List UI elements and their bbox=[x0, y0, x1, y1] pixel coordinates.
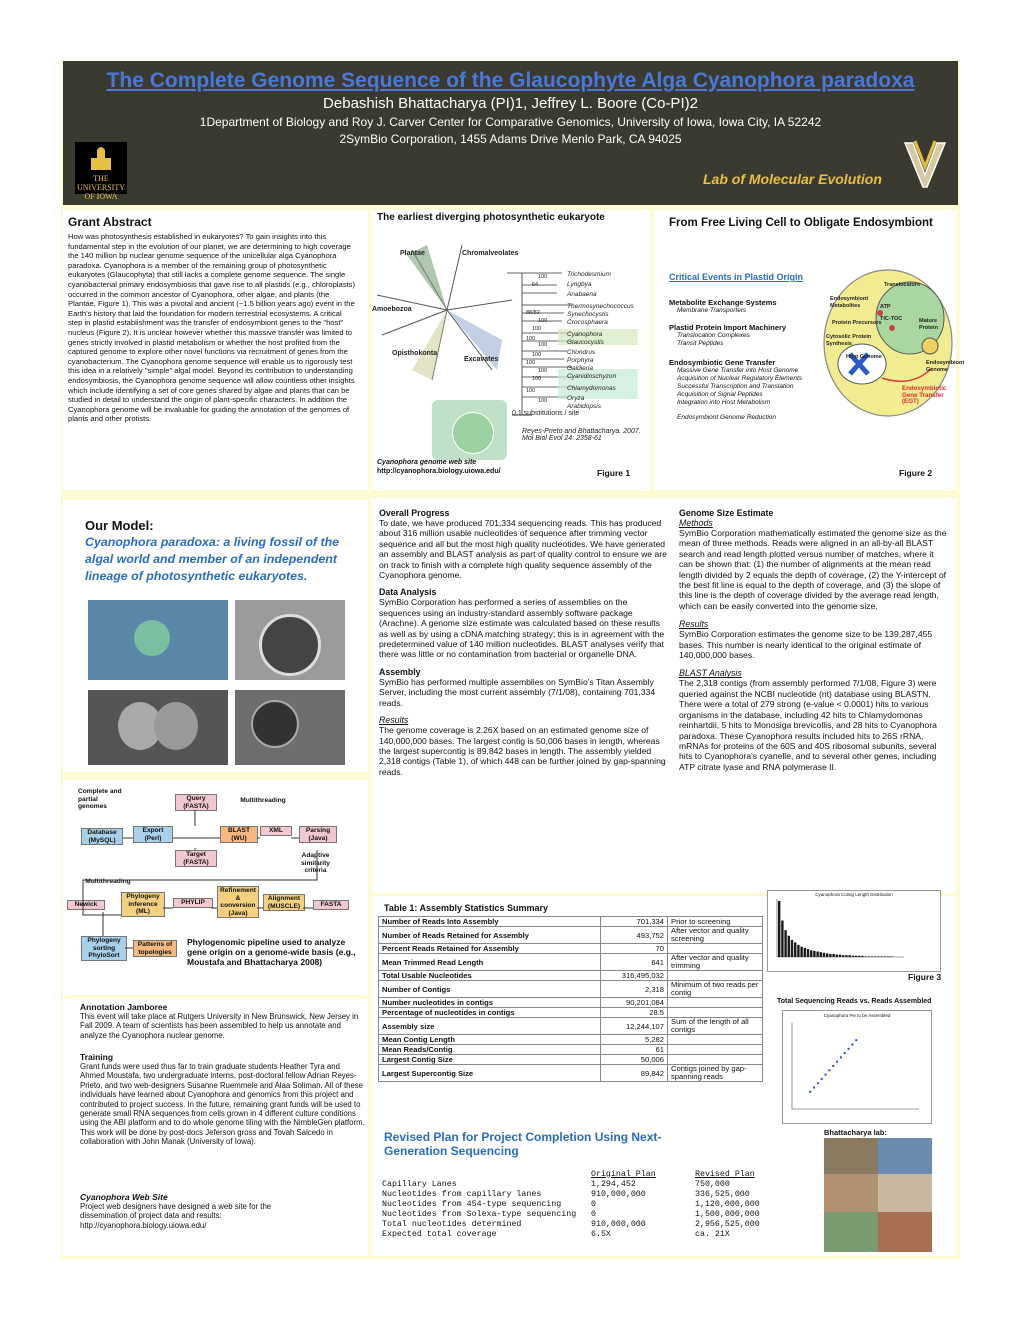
lab-logo-icon bbox=[901, 137, 951, 193]
table-row bbox=[379, 927, 763, 944]
training-title: Training bbox=[80, 1052, 114, 1062]
taxon-label: Galdieria bbox=[567, 365, 594, 372]
stat-label: Percentage of nucleotides in contigs bbox=[379, 1008, 601, 1018]
plan-row bbox=[380, 1209, 762, 1219]
cyanophora-tem-image-1 bbox=[235, 600, 345, 680]
histogram-bar bbox=[858, 956, 860, 957]
figure1-title: The earliest diverging photosynthetic eukaryote bbox=[377, 212, 605, 223]
cell-diagram-label: TIC-TOC bbox=[880, 316, 903, 322]
plan-row bbox=[380, 1199, 762, 1209]
flow-parsing-java: Parsing (Java) bbox=[299, 826, 337, 843]
flow-fasta: FASTA bbox=[313, 900, 349, 910]
stat-note bbox=[668, 998, 763, 1008]
flow-phylosort: Phylogeny sorting PhyloSort bbox=[81, 936, 127, 961]
affiliation-2: 2SymBio Corporation, 1455 Adams Drive Menlo Park, CA 94025 bbox=[339, 132, 682, 146]
taxon-label: Chlamydomonas bbox=[567, 385, 616, 392]
flow-xml: XML bbox=[260, 826, 292, 836]
histogram-bar bbox=[791, 940, 793, 957]
critical-event-heading: Plastid Protein Import Machinery bbox=[669, 323, 787, 332]
poster-header bbox=[63, 61, 958, 205]
histogram-bar bbox=[890, 956, 892, 957]
histogram-bar bbox=[855, 956, 857, 957]
critical-event-heading: Endosymbiotic Gene Transfer bbox=[669, 358, 776, 367]
stat-value: 90,201,084 bbox=[601, 998, 668, 1008]
scatter-title: Cyanophora Pie to be Assembled bbox=[823, 1013, 891, 1018]
scatter-point bbox=[851, 1044, 853, 1046]
overall-progress-text: To date, we have produced 701,334 sequencing reads. This has produced about 316 million usable nucleotides of sequence after trimming vector sequence and all but the most high quality nucleotides. We have generated an assembly and BLAST analysis as part of quality control to ensure we are on track to finish with a complete high quality sequence assembly of the Cyanophora genome. bbox=[379, 518, 667, 581]
scatter-point bbox=[813, 1087, 815, 1089]
histogram-bar bbox=[842, 955, 844, 957]
taxon-label: Thermosynechococcus bbox=[567, 303, 634, 310]
critical-event bbox=[669, 358, 839, 407]
figure3-caption: Figure 3 bbox=[908, 972, 942, 982]
plan-cell: 2,956,525,000 bbox=[695, 1219, 760, 1229]
stat-note bbox=[668, 1055, 763, 1065]
cell-diagram-label: Cytosolic Protein Synthesis bbox=[826, 334, 872, 347]
bootstrap-value: 100 bbox=[538, 342, 548, 348]
annotation-panel bbox=[63, 998, 368, 1256]
poster-title: The Complete Genome Sequence of the Glaucophyte Alga Cyanophora paradoxa bbox=[106, 69, 915, 92]
stat-note bbox=[668, 1035, 763, 1045]
critical-event-detail: Translocation Complexes Transit Peptides bbox=[677, 332, 750, 347]
scatter-axes bbox=[792, 1023, 919, 1109]
figure2-title: From Free Living Cell to Obligate Endosymbiont bbox=[669, 217, 933, 229]
histogram-bar bbox=[816, 952, 818, 957]
data-analysis-title: Data Analysis bbox=[379, 587, 437, 598]
genome-size-column bbox=[679, 508, 949, 772]
stat-label: Largest Contig Size bbox=[379, 1055, 601, 1065]
taxon-label: Anabaena bbox=[567, 291, 597, 298]
plan-cell: 910,000,000 bbox=[591, 1219, 646, 1229]
cyanophora-micrograph-1 bbox=[88, 600, 228, 680]
taxon-label: Chondrus bbox=[567, 349, 596, 356]
revised-plan-table bbox=[380, 1169, 762, 1239]
stat-label: Mean Trimmed Read Length bbox=[379, 954, 601, 971]
histogram-bar bbox=[784, 930, 786, 957]
flow-query-fasta: Query (FASTA) bbox=[175, 794, 217, 811]
table-plan-panel bbox=[372, 892, 956, 1256]
taxon-label: Lyngbya bbox=[567, 281, 592, 288]
taxon-label: Arabidopsis bbox=[567, 403, 601, 410]
results-text: The genome coverage is 2.26X based on an estimated genome size of 140,000,000 bases. The largest contig is 50,006 bases in length, whereas the largest supercontig is 89,842 bases in length. The assembly yielded 2,318 contigs (Table 1), of which 448 can be further joined by gap-spanning reads. bbox=[379, 725, 666, 777]
stat-label: Number of Reads Into Assembly bbox=[379, 917, 601, 927]
stat-value: 70 bbox=[601, 944, 668, 954]
histogram-bar bbox=[884, 956, 886, 957]
plan-cell: Expected total coverage bbox=[382, 1229, 497, 1239]
university-of-iowa-logo bbox=[75, 142, 127, 201]
authors: Debashish Bhattacharya (PI)1, Jeffrey L. Boore (Co-PI)2 bbox=[323, 95, 698, 112]
plan-row bbox=[380, 1179, 762, 1189]
scatter-point bbox=[844, 1052, 846, 1054]
stat-value: 5,282 bbox=[601, 1035, 668, 1045]
model-subtitle: Cyanophora paradoxa: a living fossil of the algal world and member of an independent lineage of photosynthetic eukaryotes. bbox=[85, 535, 340, 583]
flow-adaptive-criteria: Adaptive similarity criteria bbox=[301, 852, 330, 874]
scatter-heading: Total Sequencing Reads vs. Reads Assembled bbox=[777, 998, 932, 1005]
flow-alignment-muscle: Alignment (MUSCLE) bbox=[263, 894, 305, 911]
bootstrap-value: 100 bbox=[526, 336, 536, 342]
stat-label: Largest Supercontig Size bbox=[379, 1065, 601, 1082]
stat-label: Assembly size bbox=[379, 1018, 601, 1035]
histogram-bar bbox=[810, 950, 812, 957]
data-analysis-text: SymBio Corporation has performed a series of assemblies on the sequences using an industry-standard assembly software package (Arachne). A genome size estimate was calculated based on these results as well as by using a cDNA matching strategy; this is in agreement with the predetermined value of 140 million nucleotides. BLAST analyses verify that there was little or no contamination from bacterial or organelle DNA. bbox=[379, 597, 665, 660]
histogram-bar bbox=[836, 955, 838, 957]
assembly-text: SymBio has performed multiple assemblies on SymBio's Titan Assembly Server, including the most current assembly (7/1/08), containing 701,334 reads. bbox=[379, 676, 656, 708]
bootstrap-value: 100 bbox=[538, 274, 548, 280]
stat-value: 641 bbox=[601, 954, 668, 971]
histogram-bar bbox=[804, 948, 806, 957]
plan-title: Revised Plan for Project Completion Using Next-Generation Sequencing bbox=[384, 1130, 662, 1158]
figure2-caption: Figure 2 bbox=[899, 468, 933, 478]
bootstrap-value: 100 bbox=[526, 360, 536, 366]
group-label-plantae: Plantae bbox=[400, 250, 425, 257]
flow-export-perl: Export (Perl) bbox=[133, 826, 173, 843]
flow-target-fasta: Target (FASTA) bbox=[175, 850, 217, 867]
histogram-bar bbox=[797, 945, 799, 957]
table-row bbox=[379, 1065, 763, 1082]
critical-event bbox=[669, 298, 839, 315]
bootstrap-value: 100 bbox=[532, 352, 542, 358]
histogram-bar bbox=[778, 901, 780, 957]
stat-label: Number nucleotides in contigs bbox=[379, 998, 601, 1008]
plan-header-cell: Revised Plan bbox=[695, 1169, 755, 1179]
histogram-bar bbox=[832, 954, 834, 957]
flow-database-mysql: Database (MySQL) bbox=[81, 828, 123, 845]
cell-diagram-label: Endosymbiotic Gene Transfer (EGT) bbox=[902, 385, 947, 405]
assembly-title: Assembly bbox=[379, 666, 421, 677]
plan-cell: 1,294,452 bbox=[591, 1179, 636, 1189]
figure2-subtitle: Critical Events in Plastid Origin bbox=[669, 272, 804, 282]
stat-note bbox=[668, 971, 763, 981]
tree-scale-label: 0.1 substitutions / site bbox=[512, 410, 580, 417]
table-row bbox=[379, 981, 763, 998]
eukaryote-star-tree bbox=[372, 240, 522, 400]
stat-note: Sum of the length of all contigs bbox=[668, 1018, 763, 1035]
scatter-point bbox=[832, 1065, 834, 1067]
table-row bbox=[379, 1035, 763, 1045]
histogram-bar bbox=[839, 955, 841, 957]
scatter-point bbox=[821, 1078, 823, 1080]
abstract-title: Grant Abstract bbox=[68, 215, 152, 229]
figure1-caption: Figure 1 bbox=[597, 468, 631, 478]
stat-note bbox=[668, 1045, 763, 1055]
flow-refinement: Refinement & conversion (Java) bbox=[217, 886, 259, 918]
histogram-title: Cyanophora Contig Length Distribution bbox=[815, 892, 893, 897]
group-label-opisthokonta: Opisthokonta bbox=[392, 350, 438, 357]
stat-value: 50,006 bbox=[601, 1055, 668, 1065]
bootstrap-value: 100 bbox=[532, 326, 542, 332]
stat-note: Contigs joined by gap-spanning reads bbox=[668, 1065, 763, 1082]
critical-event bbox=[669, 414, 839, 422]
cell-diagram-label: Host Genome bbox=[846, 354, 882, 360]
reads-scatter-chart bbox=[782, 1010, 932, 1124]
table-row bbox=[379, 1008, 763, 1018]
model-title: Our Model: bbox=[85, 518, 154, 533]
critical-event-detail: Massive Gene Transfer into Host Genome Acquisition of Nuclear Regulatory Elements Successful Transcription and Translation Acquisition of Signal Peptides Integration into Host Metabolism bbox=[677, 367, 803, 406]
bootstrap-value: 88/82 bbox=[526, 310, 540, 316]
group-label-amoebozoa: Amoebozoa bbox=[372, 306, 412, 313]
histogram-bar bbox=[848, 955, 850, 957]
figure2-panel bbox=[654, 210, 965, 490]
flow-blast-wu: BLAST (WU) bbox=[220, 826, 258, 843]
histogram-bar bbox=[826, 953, 828, 957]
bootstrap-value: 100 bbox=[532, 376, 542, 382]
flow-multithreading-1: Multithreading bbox=[240, 797, 286, 804]
bootstrap-value: 100 bbox=[526, 388, 536, 394]
plan-cell: Capillary Lanes bbox=[382, 1179, 457, 1189]
table-row bbox=[379, 954, 763, 971]
genome-results-title: Results bbox=[679, 619, 709, 630]
stat-note: Minimum of two reads per contig bbox=[668, 981, 763, 998]
histogram-bar bbox=[820, 952, 822, 957]
histogram-bar bbox=[877, 956, 879, 957]
progress-panel bbox=[372, 498, 956, 893]
histogram-bar bbox=[880, 956, 882, 957]
plan-cell: 750,000 bbox=[695, 1179, 730, 1189]
taxon-label: Glaucocystis bbox=[567, 339, 604, 346]
website-label: Cyanophora genome web site bbox=[377, 459, 477, 466]
table-row bbox=[379, 1018, 763, 1035]
scatter-plot bbox=[791, 1023, 921, 1113]
plan-cell: Total nucleotides determined bbox=[382, 1219, 522, 1229]
critical-event bbox=[669, 323, 839, 348]
stat-note: Prior to screening bbox=[668, 917, 763, 927]
model-panel bbox=[63, 500, 368, 772]
plan-cell: Nucleotides from capillary lanes bbox=[382, 1189, 542, 1199]
histogram-bar bbox=[861, 956, 863, 957]
stat-note: After vector and quality trimming bbox=[668, 954, 763, 971]
flow-newick: Newick bbox=[67, 900, 105, 910]
flow-patterns-topologies: Patterns of topologies bbox=[133, 940, 177, 957]
scatter-point bbox=[828, 1069, 830, 1071]
stat-label: Number of Reads Retained for Assembly bbox=[379, 927, 601, 944]
stat-note bbox=[668, 944, 763, 954]
scatter-point bbox=[840, 1056, 842, 1058]
overall-progress-title: Overall Progress bbox=[379, 508, 450, 518]
website-title: Cyanophora Web Site bbox=[80, 1192, 168, 1202]
stat-note bbox=[668, 1008, 763, 1018]
affiliation-1: 1Department of Biology and Roy J. Carver Center for Comparative Genomics, University of Iowa, Iowa City, IA 52242 bbox=[199, 115, 822, 129]
flow-phylip: PHYLIP bbox=[173, 898, 213, 908]
jamboree-text: This event will take place at Rutgers University in New Brunswick, New Jersey in Fall 2009. A team of scientists has been assembled to help us annotate and analyze the Cyanophora nuclear genome. bbox=[80, 1012, 359, 1040]
table-row bbox=[379, 1045, 763, 1055]
histogram-bar bbox=[781, 920, 783, 957]
abstract-panel bbox=[63, 210, 368, 490]
bootstrap-value: 100 bbox=[538, 368, 548, 374]
plan-cell: 0 bbox=[591, 1199, 596, 1209]
genome-results-text: SymBio Corporation estimates the genome size to be 139,287,455 bases. This number is nearly identical to the original estimate of 140,000,000 bases. bbox=[679, 629, 933, 661]
stat-value: 89,842 bbox=[601, 1065, 668, 1082]
stat-value: 316,495,032 bbox=[601, 971, 668, 981]
cell-diagram-label: Endosymbiont Genome bbox=[926, 360, 965, 373]
progress-column bbox=[379, 508, 669, 777]
critical-event-detail: Endosymbiont Genome Reduction bbox=[677, 414, 777, 421]
taxon-label: Porphyra bbox=[567, 357, 594, 364]
scatter-point bbox=[809, 1091, 811, 1093]
bootstrap-value: 100 bbox=[538, 318, 548, 324]
lab-photo-collage bbox=[824, 1138, 932, 1252]
histogram-bar bbox=[887, 956, 889, 957]
histogram-bar bbox=[874, 956, 876, 957]
table-row bbox=[379, 917, 763, 927]
table-row bbox=[379, 1055, 763, 1065]
plan-row bbox=[380, 1219, 762, 1229]
cyanophora-tem-image-2 bbox=[235, 690, 345, 765]
stat-label: Mean Contig Length bbox=[379, 1035, 601, 1045]
plan-row bbox=[380, 1229, 762, 1239]
stat-value: 12,244,107 bbox=[601, 1018, 668, 1035]
histogram-bar bbox=[864, 956, 866, 957]
plan-header-row bbox=[380, 1169, 762, 1179]
stat-value: 701,334 bbox=[601, 917, 668, 927]
contig-length-histogram bbox=[767, 890, 941, 972]
critical-event-heading: Metabolite Exchange Systems bbox=[669, 298, 777, 307]
table1-title: Table 1: Assembly Statistics Summary bbox=[384, 903, 549, 913]
histogram-bar bbox=[800, 947, 802, 957]
plan-header-cell: Original Plan bbox=[591, 1169, 656, 1179]
stat-label: Total Usable Nucleotides bbox=[379, 971, 601, 981]
flow-complete-genomes: Complete and partial genomes bbox=[78, 788, 122, 810]
stat-note: After vector and quality screening bbox=[668, 927, 763, 944]
abstract-text: How was photosynthesis established in eukaryotes? To gain insights into this fundamental step in the evolution of our planet, we are determining to high coverage the 140 million bp nuclear genome sequence of the unicellular alga Cyanophora paradoxa. Cyanophora is a member of the remaining group of photosynthetic eukaryotes (Glaucophyta) that still lacks a complete genome sequence. The single cyanobacterial primary endosymbiosis that gave rise to all plastids (e.g., chloroplasts) occurred in the common ancestor of Cyanophora, other algae, and plants (the Plantae, Figure 1). This was a pivotal and ancient (~1.5 billion years ago) event in the Earth's history that laid the foundation for modern terrestrial ecosystems. A critical step in plastid establishment was the transfer of endosymbiont genes to the "host" nucleus (Figure 2). It is unclear however whether this massive transfer was limited to genes strictly involved in plastid metabolism or whether the host profited from the captured genome to explore other novel functions via recruitment of genes from the cyanobacterium. The Cyanophora genome sequence will enable us to rigorously test this idea in a relatively "simple" algal model. Beyond its contribution to understanding endosymbiosis, the Cyanophora genome sequence will allow countless other insights which include identifying a set of core genes shared by algae and plants that can be studied in detail to understand the origin of plant-specific characters. In addition the Cyanophora genome will be invaluable for guiding the annotation of the genomes of plants and other protists. bbox=[68, 232, 356, 424]
cyanophora-diagram bbox=[432, 400, 507, 460]
cell-diagram-label: Endosymbiont Metabolites bbox=[830, 296, 869, 309]
flow-phylogeny-inference: Phylogeny inference (ML) bbox=[121, 892, 165, 917]
genome-size-title: Genome Size Estimate bbox=[679, 508, 774, 518]
group-label-chromalveolates: Chromalveolates bbox=[462, 250, 519, 257]
scatter-point bbox=[848, 1048, 850, 1050]
results-title: Results bbox=[379, 715, 409, 726]
jamboree-title: Annotation Jamboree bbox=[80, 1002, 168, 1012]
university-logo-text: THE UNIVERSITY OF IOWA bbox=[77, 174, 125, 201]
figure1-panel bbox=[372, 210, 650, 490]
taxon-label: Cyanidioschyzon bbox=[567, 373, 617, 380]
histogram-bar bbox=[852, 956, 854, 957]
plan-header-cell bbox=[380, 1169, 589, 1179]
methods-text: SymBio Corporation mathematically estimated the genome size as the mean of three methods. Reads were aligned in an all-by-all BLAST search and read length plotted versus number of matches, where it can be shown that: (1) the number of alignments at the mean read length divided by 2 equals the depth of coverage, (2) the Y-intercept of the best fit line is equal to the depth of coverage, and (3) the slope of this line is the depth of coverage divided by the average read length, which can be easily converted into the genome size. bbox=[679, 528, 947, 611]
histogram-bar bbox=[813, 951, 815, 957]
plan-cell: Nucleotides from 454-type sequencing bbox=[382, 1199, 562, 1209]
blast-analysis-text: The 2,318 contigs (from assembly performed 7/1/08, Figure 3) were queried against the NCBI nucleotide (nt) database using BLASTN. There were a total of 279 strong (e-value < 0.0001) hits to various organisms in the database, including 42 hits to Chlamydomonas reinhartdii, 5 hits to Monosiga brevicollis, and 28 hits to Cyanophora paradoxa. These Cyanophora results included hits to 26S rRNA, mRNAs for proteins of the 60S and 40S ribosomal subunits, several hits to Cyanophora's cyanelle, and to several other genes, including ATP citrate lyase and RNA polymerase II. bbox=[679, 678, 937, 772]
plan-cell: 6.5X bbox=[591, 1229, 611, 1239]
taxon-label: Synechocystis bbox=[567, 311, 609, 318]
taxon-label: Oryza bbox=[567, 395, 585, 402]
histogram-bar bbox=[868, 956, 870, 957]
pipeline-panel bbox=[63, 780, 368, 995]
lab-photos-label: Bhattacharya lab: bbox=[824, 1128, 887, 1137]
plan-cell: Nucleotides from Solexa-type sequencing bbox=[382, 1209, 577, 1219]
histogram-bar bbox=[823, 953, 825, 957]
histogram-bar bbox=[871, 956, 873, 957]
old-capitol-icon bbox=[75, 142, 127, 172]
website-text: Project web designers have designed a web site for the dissemination of project data and results: http://cyanophora.biology.uiowa.edu/ bbox=[80, 1202, 272, 1230]
stat-value: 28.5 bbox=[601, 1008, 668, 1018]
blast-analysis-title: BLAST Analysis bbox=[679, 668, 742, 679]
scatter-point bbox=[825, 1074, 827, 1076]
scatter-point bbox=[817, 1082, 819, 1084]
lab-name: Lab of Molecular Evolution bbox=[703, 171, 882, 187]
bootstrap-value: 64 bbox=[532, 282, 539, 288]
histogram-plot bbox=[776, 899, 906, 961]
table-row bbox=[379, 998, 763, 1008]
taxon-label: Trichodesmium bbox=[567, 271, 611, 278]
table-row bbox=[379, 971, 763, 981]
plan-cell: 1,500,000,000 bbox=[695, 1209, 760, 1219]
plan-cell: 336,525,000 bbox=[695, 1189, 750, 1199]
plan-cell: 0 bbox=[591, 1209, 596, 1219]
taxon-label: Cyanophora bbox=[567, 331, 603, 338]
methods-title: Methods bbox=[679, 518, 713, 528]
pipeline-caption: Phylogenomic pipeline used to analyze gene origin on a genome-wide basis (e.g., Moustafa and Bhattacharya 2008) bbox=[187, 937, 356, 967]
cell-diagram-label: Protein Precursors bbox=[832, 320, 882, 326]
bootstrap-value: 100 bbox=[538, 398, 548, 404]
histogram-bar bbox=[794, 942, 796, 957]
stat-label: Mean Reads/Contig bbox=[379, 1045, 601, 1055]
training-text: Grant funds were used thus far to train graduate students Heather Tyra and Ahmed Moustafa, two undergraduate interns, post-doctoral fellow Adrian Reyes-Prieto, and two web-designers Susanne Ruemmele and Alaa Soliman. All of these individuals have learned about Cyanophora and genomics from this project and contributed to project success. In the future, remaining grant funds will be used to generate small RNA sequences from cells grown in 4 different culture conditions using the ABI platform and to do whole genome tiling with the NimbleGen platform. This work will be done by post-docs Jeferson gross and Tovah Salcedo in collaboration with John Manak (University of Iowa). bbox=[80, 1062, 365, 1147]
stat-value: 2,318 bbox=[601, 981, 668, 998]
plan-cell: 910,000,000 bbox=[591, 1189, 646, 1199]
histogram-bar bbox=[845, 955, 847, 957]
taxon-label: Crocosphaera bbox=[567, 319, 608, 326]
critical-event-detail: Membrane Transporters bbox=[677, 307, 747, 314]
histogram-bar bbox=[807, 949, 809, 957]
figure1-reference: Reyes-Prieto and Bhattacharya. 2007. Mol Biol Evol 24: 2358-61 bbox=[522, 428, 641, 442]
table-row bbox=[379, 944, 763, 954]
plan-cell: ca. 21X bbox=[695, 1229, 730, 1239]
histogram-bar bbox=[788, 936, 790, 957]
cell-diagram-label: Translocators bbox=[884, 282, 921, 288]
cell-diagram-label: ATP bbox=[880, 304, 891, 310]
stat-value: 493,752 bbox=[601, 927, 668, 944]
cell-diagram-label: Mature Protein bbox=[919, 318, 938, 331]
group-label-excavates: Excavates bbox=[464, 356, 499, 363]
stat-value: 61 bbox=[601, 1045, 668, 1055]
scatter-point bbox=[836, 1061, 838, 1063]
scatter-point bbox=[855, 1039, 857, 1041]
plan-row bbox=[380, 1189, 762, 1199]
histogram-bar bbox=[829, 954, 831, 957]
cyanophora-micrograph-2 bbox=[88, 690, 228, 765]
website-url[interactable]: http://cyanophora.biology.uiowa.edu/ bbox=[377, 468, 501, 475]
stat-label: Percent Reads Retained for Assembly bbox=[379, 944, 601, 954]
plan-cell: 1,120,000,000 bbox=[695, 1199, 760, 1209]
stat-label: Number of Contigs bbox=[379, 981, 601, 998]
flow-multithreading-2: Multithreading bbox=[85, 878, 131, 885]
assembly-stats-table bbox=[378, 916, 763, 1082]
